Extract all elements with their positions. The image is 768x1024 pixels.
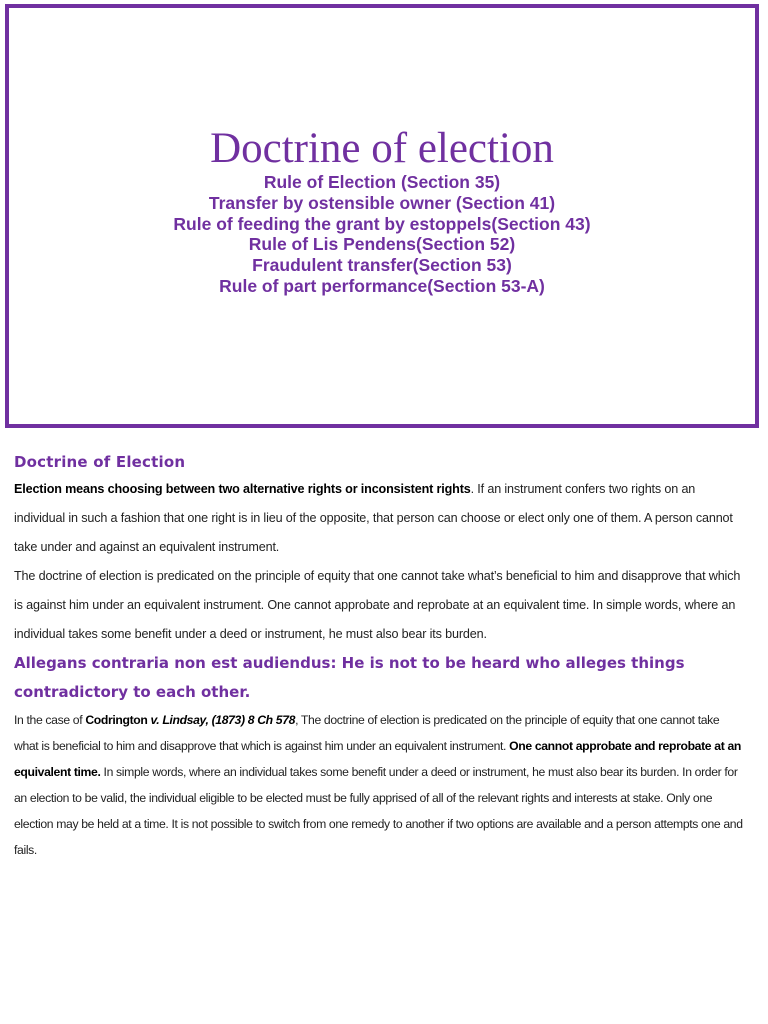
case-paragraph [14,707,746,863]
legal-maxim: Allegans contraria non est audiendus: He is not to be heard who alleges things contradictory to each other. [14,654,685,701]
definition-paragraph [14,475,746,562]
topic-item: Rule of Lis Pendens(Section 52) [248,234,516,255]
topic-item: Fraudulent transfer(Section 53) [252,255,512,276]
slide-title: Doctrine of election [210,125,554,172]
article-content [14,449,746,863]
case-middle: , The doctrine of election is predicated on the principle of equity that one cannot take what is beneficial to him and disapprove that which is against him under an equivalent instrument. [14,713,720,753]
topic-item: Transfer by ostensible owner (Section 41) [208,192,556,213]
topic-list [9,172,755,297]
topic-item: Rule of Election (Section 35) [263,172,501,192]
topic-item: Rule of part performance(Section 53-A) [219,275,545,296]
case-end: In simple words, where an individual takes some benefit under a deed or instrument, he must also bear its burden. In order for an election to be valid, the individual eligible to be elected must be fully apprised of all of the relevant rights and interests at stake. Only one election may be held at a time. It is not possible to switch from one remedy to another if two options are available and a person attempts one and fails. [14,765,743,857]
title-slide [5,4,759,428]
topic-item: Rule of feeding the grant by estoppels(Section 43) [173,213,591,234]
definition-rest: . If an instrument confers two rights on an individual in such a fashion that one right is in lieu of the opposite, that person can choose or elect only one of them. A person cannot take under and against an equivalent instrument. [14,482,733,554]
definition-text: Election means choosing between two alternative rights or inconsistent rights [14,482,471,496]
case-name: Codrington [85,713,151,727]
section-heading: Doctrine of Election [14,453,186,471]
case-emphasis: One cannot approbate and reprobate at an equivalent time. [14,739,741,779]
equity-paragraph: The doctrine of election is predicated on the principle of equity that one cannot take what’s beneficial to him and disapprove that which is against him under an equivalent instrument. One cannot approbate and reprobate at an equivalent time. In simple words, where an individual takes some benefit under a deed or instrument, he must also bear its burden. [14,569,741,641]
case-citation: v. Lindsay, (1873) 8 Ch 578 [150,713,296,727]
case-intro: In the case of [14,713,86,727]
